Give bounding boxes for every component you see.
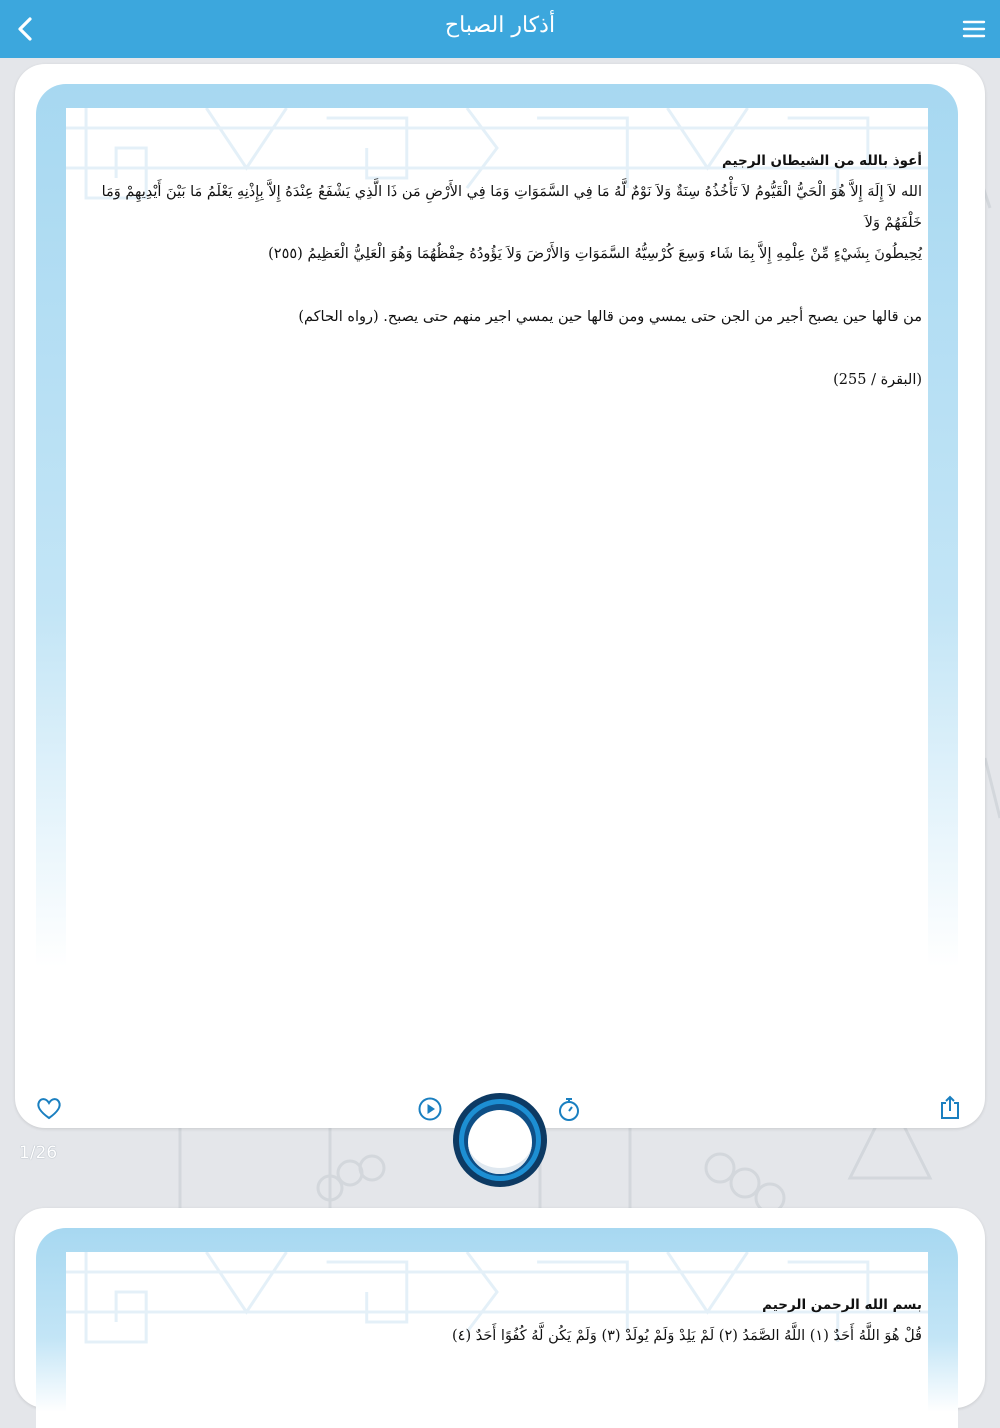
navigation-bar <box>0 0 1000 58</box>
stopwatch-icon <box>554 1094 584 1124</box>
menu-button[interactable] <box>956 12 992 46</box>
dhikr-text <box>72 1290 922 1352</box>
hamburger-menu-icon <box>956 12 992 46</box>
favorite-button[interactable] <box>34 1093 64 1123</box>
card-frame <box>36 1228 958 1428</box>
dhikr-verse-line: الله لاَ إِلَهَ إِلاَّ هُوَ الْحَيُّ الْقَيُّومُ لاَ تَأْخُذُهُ سِنَةٌ وَلاَ نَوْمٌ لَّهُ مَا فِي السَّمَوَاتِ وَمَا فِي الأَرْضِ مَن ذَا الَّذِي يَشْفَعُ عِنْدَهُ إِلاَّ بِإِذْنِهِ يَعْلَمُ مَا بَيْنَ أَيْدِيهِمْ وَمَا خَلْفَهُمْ وَلاَ <box>101 184 922 231</box>
page-title: أذكار الصباح <box>444 13 556 38</box>
play-button[interactable] <box>415 1094 445 1124</box>
counter-ring-icon <box>450 1090 550 1190</box>
dhikr-verse-line: قُلْ هُوَ اللَّهُ أَحَدٌ (١) اللَّهُ الصَّمَدُ (٢) لَمْ يَلِدْ وَلَمْ يُولَدْ (٣) وَلَمْ يَكُن لَّهُ كُفُوًا أَحَدٌ (٤) <box>451 1328 922 1344</box>
play-icon <box>415 1094 445 1124</box>
timer-button[interactable] <box>554 1094 584 1124</box>
dhikr-heading: أعوذ بالله من الشيطان الرجيم <box>721 153 922 169</box>
share-button[interactable] <box>935 1093 965 1123</box>
card-content-area <box>66 108 928 1044</box>
dhikr-text <box>72 146 922 396</box>
progress-counter: 1/26 <box>19 1143 58 1163</box>
dhikr-reference: (البقرة / 255) <box>833 372 922 388</box>
tap-counter-button[interactable] <box>450 1090 550 1190</box>
share-icon <box>935 1093 965 1123</box>
dhikr-virtue: من قالها حين يصبح أجير من الجن حتى يمسي ومن قالها حين يمسي اجير منهم حتى يصبح. (رواه الحاكم) <box>298 309 922 325</box>
dhikr-verse-line: يُحِيطُونَ بِشَيْءٍ مِّنْ عِلْمِهِ إِلاَّ بِمَا شَاء وَسِعَ كُرْسِيُّهُ السَّمَوَاتِ وَالأَرْضَ وَلاَ يَؤُودُهُ حِفْظُهُمَا وَهُوَ الْعَلِيُّ الْعَظِيمُ (٢٥٥) <box>268 246 922 262</box>
dhikr-card <box>15 1208 985 1408</box>
card-content-area <box>66 1252 928 1428</box>
dhikr-card <box>15 64 985 1128</box>
card-frame <box>36 84 958 1044</box>
heart-icon <box>34 1093 64 1123</box>
dhikr-heading: بسم الله الرحمن الرحيم <box>762 1297 922 1313</box>
